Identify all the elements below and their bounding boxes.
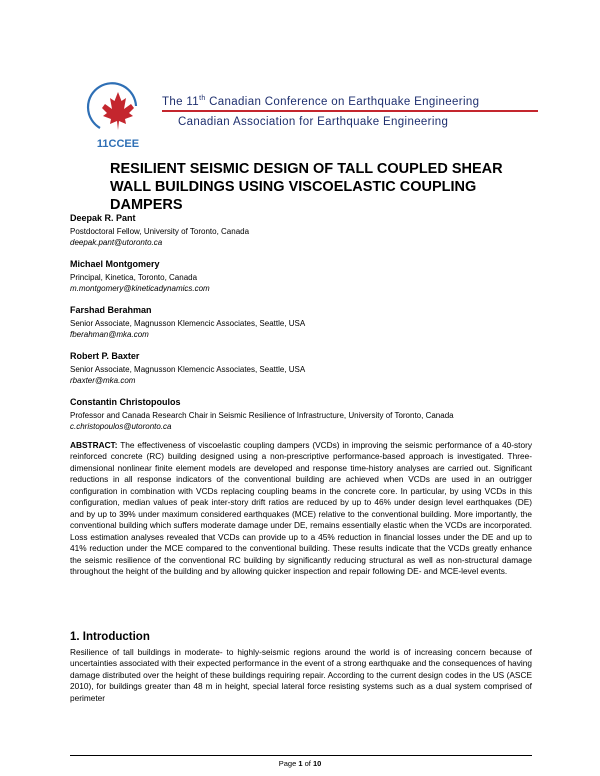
author-email: m.montgomery@kineticadynamics.com: [70, 284, 210, 293]
author-name: Farshad Berahman: [70, 305, 152, 315]
logo-text: 11CCEE: [96, 138, 140, 150]
author-block: [70, 258, 540, 294]
author-affiliation: Principal, Kinetica, Toronto, Canada: [70, 273, 198, 282]
author-affiliation: Senior Associate, Magnusson Klemencic Associates, Seattle, USA: [70, 365, 306, 374]
header-divider: [162, 110, 538, 112]
abstract: [70, 440, 532, 577]
author-name: Michael Montgomery: [70, 259, 160, 269]
author-name: Robert P. Baxter: [70, 351, 140, 361]
author-email: deepak.pant@utoronto.ca: [70, 238, 163, 247]
maple-leaf-logo-icon: [76, 82, 160, 152]
abstract-text: The effectiveness of viscoelastic coupling dampers (VCDs) in improving the seismic performance of a 40-story reinforced concrete (RC) building designed using a non-prescriptive performance-based approach is investigated. Three-dimensional nonlinear finite element models are developed and response time-history analyses are carried out. Significant reductions in all response indicators of the conventional building are achieved when VCDs are used in an outrigger configuration in combination with VCDs replacing coupling beams in the concrete core. In particular, by using VCDs in this configuration, median values of peak inter-story drift ratios are reduced by up to 46% under design level earthquakes (DE) and by up to 39% under maximum considered earthquakes (MCE) relative to the conventional building. More importantly, the conventional building which suffers moderate damage under DE, remains essentially elastic when the VCDs are incorporated. Loss estimation analyses revealed that VCDs can provide up to a 45% reduction in financial losses under the DE and up to 41% reduction under the MCE compared to the conventional building. These results indicate that the VCDs greatly enhance the seismic resilience of the conventional RC building by significantly reducing structural as well as non-structural damage throughout the height of the building and by allowing quicker inspection and repair following DE- and MCE-level events.: [70, 440, 533, 576]
author-affiliation: Senior Associate, Magnusson Klemencic Associates, Seattle, USA: [70, 319, 306, 328]
author-email: c.christopoulos@utoronto.ca: [70, 422, 172, 431]
paper-title: RESILIENT SEISMIC DESIGN OF TALL COUPLED SHEAR WALL BUILDINGS USING VISCOELASTIC COUPLING DAMPERS: [110, 161, 503, 213]
page-footer: Page 1 of 10: [278, 759, 322, 768]
author-block: [70, 212, 540, 248]
author-name: Deepak R. Pant: [70, 213, 136, 223]
author-block: [70, 304, 540, 340]
author-list: [70, 212, 540, 442]
author-name: Constantin Christopoulos: [70, 397, 181, 407]
author-block: [70, 350, 540, 386]
section-heading: 1. Introduction: [70, 631, 150, 643]
introduction-text: Resilience of tall buildings in moderate- to highly-seismic regions around the world is of increasing concern because of uncertainties associated with their expected performance in the event of a strong earthquake and the consequences of having damage distributed over the height of these buildings requiring repair. According to the current design codes in the US (ASCE 2010), for buildings greater than 48 m in height, special lateral force resisting systems such as a dual system comprised of perimeter: [70, 647, 532, 703]
author-email: fberahman@mka.com: [70, 330, 149, 339]
author-affiliation: Professor and Canada Research Chair in Seismic Resilience of Infrastructure, University of Toronto, Canada: [70, 411, 454, 420]
total-pages: 10: [312, 759, 322, 768]
abstract-label: ABSTRACT:: [70, 440, 118, 450]
author-block: [70, 396, 540, 432]
conference-name: The 11th Canadian Conference on Earthquake Engineering: [162, 95, 480, 108]
current-page: 1: [298, 759, 303, 768]
conference-logo: [76, 82, 160, 152]
author-email: rbaxter@mka.com: [70, 376, 136, 385]
association-name: Canadian Association for Earthquake Engineering: [178, 116, 449, 128]
author-affiliation: Postdoctoral Fellow, University of Toronto, Canada: [70, 227, 250, 236]
footer-divider: [70, 755, 532, 756]
